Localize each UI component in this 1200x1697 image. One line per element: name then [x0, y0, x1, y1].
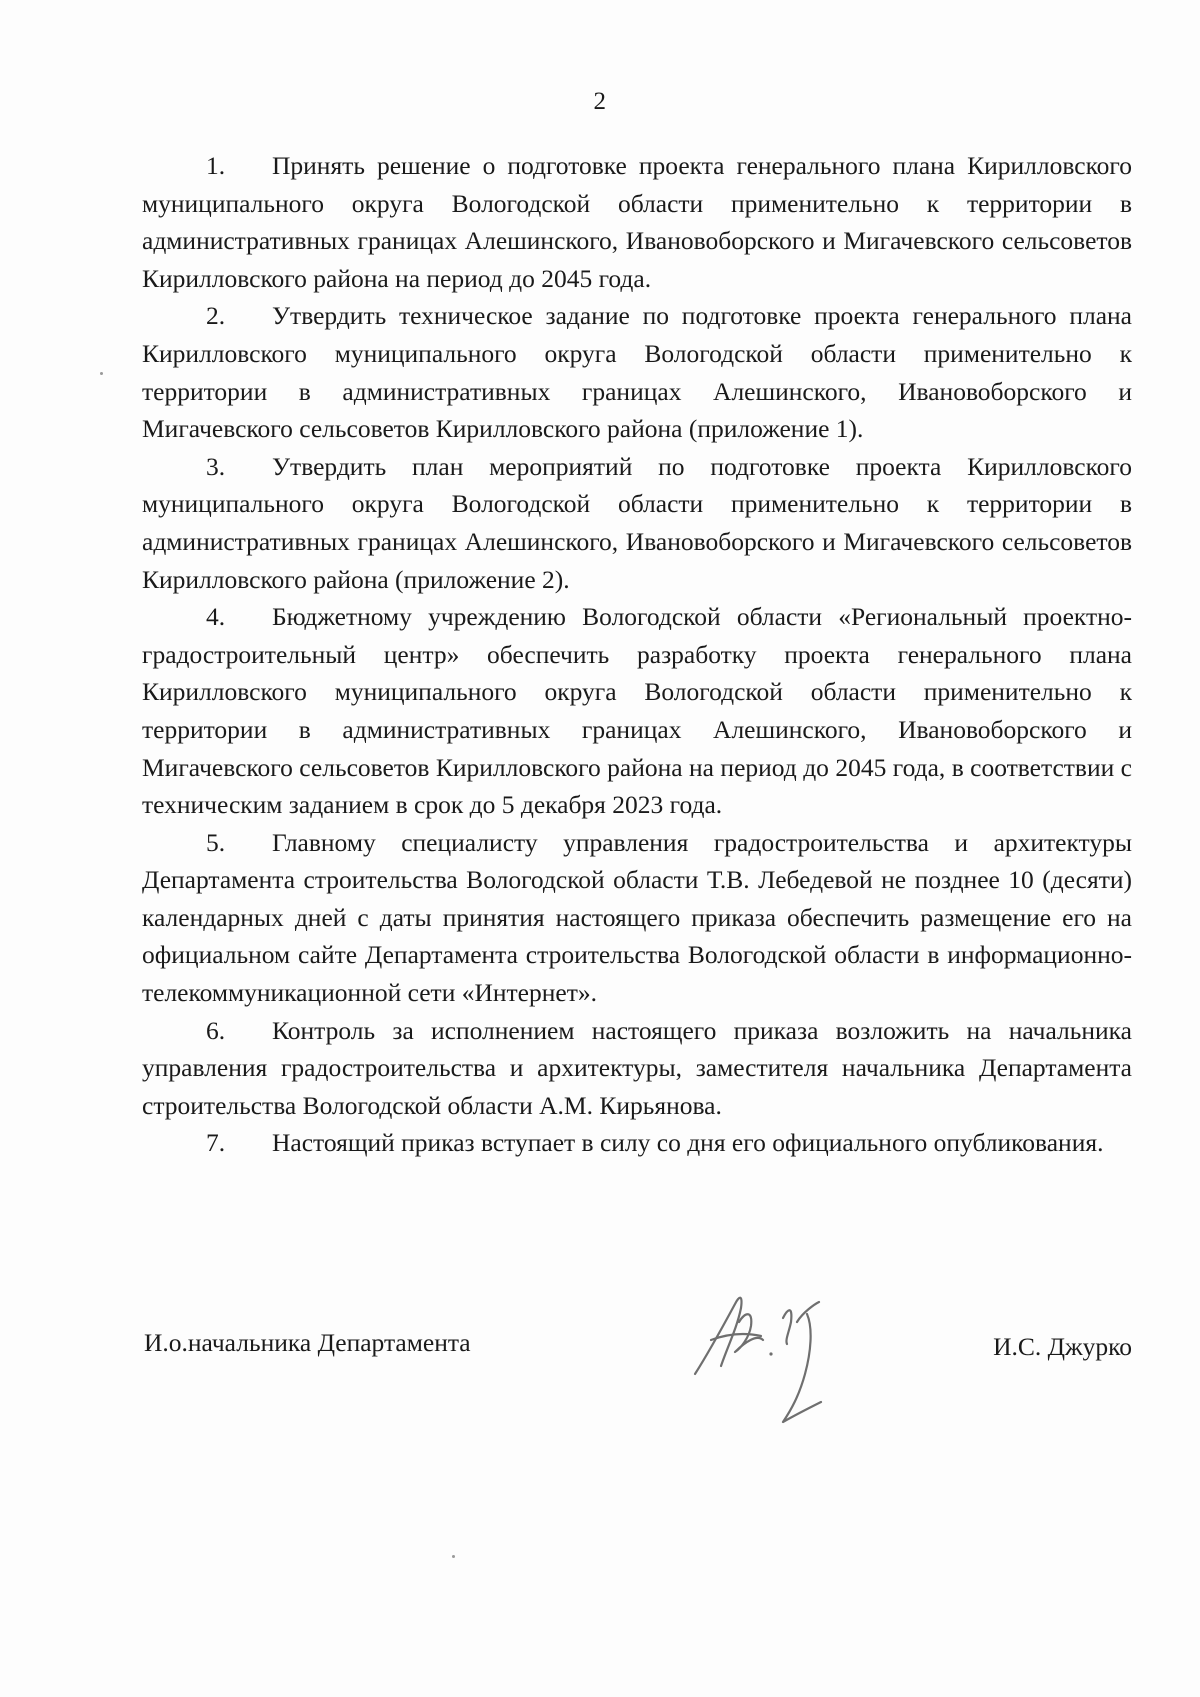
clause-1	[142, 147, 1132, 297]
signatory-name: И.С. Джурко	[993, 1332, 1132, 1361]
clause-6	[142, 1012, 1132, 1125]
clause-text: Настоящий приказ вступает в силу со дня его официального опубликования.	[272, 1128, 1104, 1158]
clause-number: 2.	[206, 301, 226, 331]
clause-text: Главному специалисту управления градостроительства и архитектуры Департамента строительства Вологодской области Т.В. Лебедевой не позднее 10 (десяти) календарных дней с даты принятия настоящего приказа обеспечить размещение его на официальном сайте Департамента строительства Вологодской области в информационно-телекоммуникационной сети «Интернет».	[142, 827, 1132, 1008]
clause-3	[142, 448, 1132, 598]
clause-5	[142, 824, 1132, 1012]
page-number: 2	[593, 88, 607, 115]
clause-text: Принять решение о подготовке проекта генерального плана Кирилловского муниципального округа Вологодской области применительно к территории в административных границах Алешинского, Ивановоборского и Мигачевского сельсоветов Кирилловского района на период до 2045 года.	[142, 151, 1132, 293]
clause-number: 7.	[206, 1128, 226, 1158]
clause-7	[142, 1124, 1132, 1162]
signature-block	[142, 1300, 1132, 1440]
scan-speck	[452, 1555, 455, 1558]
scan-speck	[100, 372, 103, 375]
clause-number: 3.	[206, 451, 226, 481]
clause-text: Утвердить техническое задание по подготовке проекта генерального плана Кирилловского муниципального округа Вологодской области применительно к территории в административных границах Алешинского, Ивановоборского и Мигачевского сельсоветов Кирилловского района (приложение 1).	[142, 301, 1132, 444]
handwritten-signature-icon	[687, 1282, 847, 1432]
signatory-position: И.о.начальника Департамента	[144, 1328, 471, 1357]
clause-text: Контроль за исполнением настоящего приказа возложить на начальника управления градостроительства и архитектуры, заместителя начальника Департамента строительства Вологодской области А.М. Кирьянова.	[142, 1015, 1132, 1120]
order-clauses	[142, 147, 1132, 1162]
clause-text: Бюджетному учреждению Вологодской области «Региональный проектно-градостроительный центр» обеспечить разработку проекта генерального плана Кирилловского муниципального округа Вологодской области применительно к территории в административных границах Алешинского, Ивановоборского и Мигачевского сельсоветов Кирилловского района на период до 2045 года, в соответствии с техническим заданием в срок до 5 декабря 2023 года.	[142, 602, 1132, 820]
clause-4	[142, 598, 1132, 824]
clause-number: 6.	[206, 1015, 226, 1045]
clause-number: 1.	[206, 151, 226, 180]
clause-2	[142, 297, 1132, 447]
clause-number: 4.	[206, 602, 226, 632]
clause-text: Утвердить план мероприятий по подготовке проекта Кирилловского муниципального округа Вологодской области применительно к территории в административных границах Алешинского, Ивановоборского и Мигачевского сельсоветов Кирилловского района (приложение 2).	[142, 451, 1132, 594]
clause-number: 5.	[206, 827, 226, 857]
